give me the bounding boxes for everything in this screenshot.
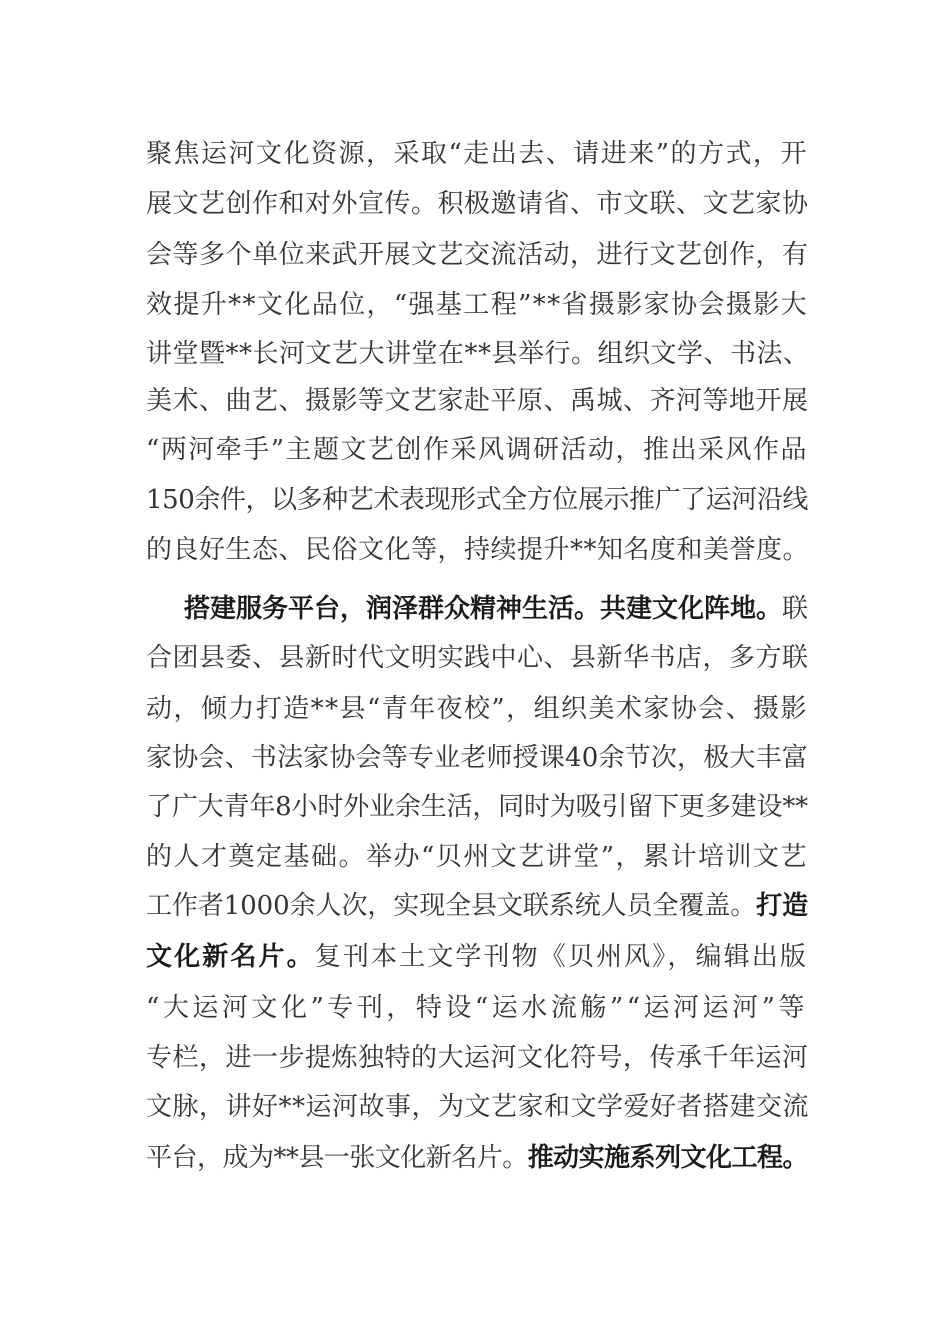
- paragraph-line: [146, 738, 808, 778]
- text-run: 讲堂暨**长河文艺大讲堂在**县举行。组织文学、书法、: [146, 339, 810, 369]
- paragraph-line: [146, 1087, 808, 1127]
- text-run: “大运河文化”专刊，特设“运水流觞”“运河运河”等: [146, 993, 808, 1023]
- text-run: 联: [781, 594, 808, 624]
- text-run: 合团县委、县新时代文明实践中心、县新华书店，多方联: [146, 643, 809, 673]
- paragraph-line: [146, 937, 808, 977]
- paragraph-line: [146, 430, 808, 470]
- text-run: 美术、曲艺、摄影等文艺家赴平原、禹城、齐河等地开展: [146, 386, 809, 416]
- text-run: “两河牵手”主题文艺创作采风调研活动，推出采风作品: [146, 435, 808, 465]
- text-run: 专栏，进一步提炼独特的大运河文化符号，传承千年运河: [146, 1043, 809, 1073]
- paragraph-line: [146, 988, 808, 1028]
- text-run: 的良好生态、民俗文化等，持续提升**知名度和美誉度。: [146, 535, 810, 565]
- paragraph-line: [146, 285, 808, 325]
- paragraph-line: [146, 787, 808, 827]
- paragraph-line: [146, 837, 808, 877]
- text-run: 动，倾力打造**县“青年夜校”，组织美术家协会、摄影: [146, 694, 808, 724]
- paragraph-line: [146, 334, 808, 374]
- section-heading: 文化新名片。: [146, 942, 315, 972]
- paragraph-line: [146, 134, 808, 174]
- text-run: 聚焦运河文化资源，采取“走出去、请进来”的方式，开: [146, 139, 808, 169]
- text-run: 了广大青年8小时外业余生活，同时为吸引留下更多建设**: [146, 792, 808, 822]
- text-run: 家协会、书法家协会等专业老师授课40余节次，极大丰富: [146, 743, 808, 773]
- section-heading: 推动实施系列文化工程。: [527, 1143, 808, 1173]
- paragraph-line: [146, 235, 808, 275]
- paragraph-line: [146, 638, 808, 678]
- section-heading: 搭建服务平台，润泽群众精神生活。共建文化阵地。: [184, 594, 782, 624]
- text-run: 平台，成为**县一张文化新名片。: [146, 1143, 528, 1173]
- text-run: 文脉，讲好**运河故事，为文艺家和文学爱好者搭建交流: [146, 1092, 810, 1122]
- text-run: 效提升**文化品位，“强基工程”**省摄影家协会摄影大: [146, 290, 808, 320]
- paragraph-line: [146, 1038, 808, 1078]
- text-run: 150余件，以多种艺术表现形式全方位展示推广了运河沿线: [146, 485, 808, 515]
- paragraph-line: [146, 1138, 808, 1178]
- paragraph-line: [146, 689, 808, 729]
- text-run: 的人才奠定基础。举办“贝州文艺讲堂”，累计培训文艺: [146, 842, 808, 872]
- text-run: 复刊本土文学刊物《贝州风》，编辑出版: [314, 942, 808, 972]
- section-heading: 打造: [756, 891, 808, 921]
- paragraph-line: [146, 886, 808, 926]
- paragraph-line: [184, 589, 808, 629]
- paragraph-line: [146, 184, 808, 224]
- text-run: 工作者1000余人次，实现全县文联系统人员全覆盖。: [146, 891, 757, 921]
- text-run: 会等多个单位来武开展文艺交流活动，进行文艺创作，有: [146, 240, 809, 270]
- paragraph-line: [146, 530, 808, 570]
- paragraph-line: [146, 480, 808, 520]
- text-run: 展文艺创作和对外宣传。积极邀请省、市文联、文艺家协: [146, 189, 809, 219]
- paragraph-line: [146, 381, 808, 421]
